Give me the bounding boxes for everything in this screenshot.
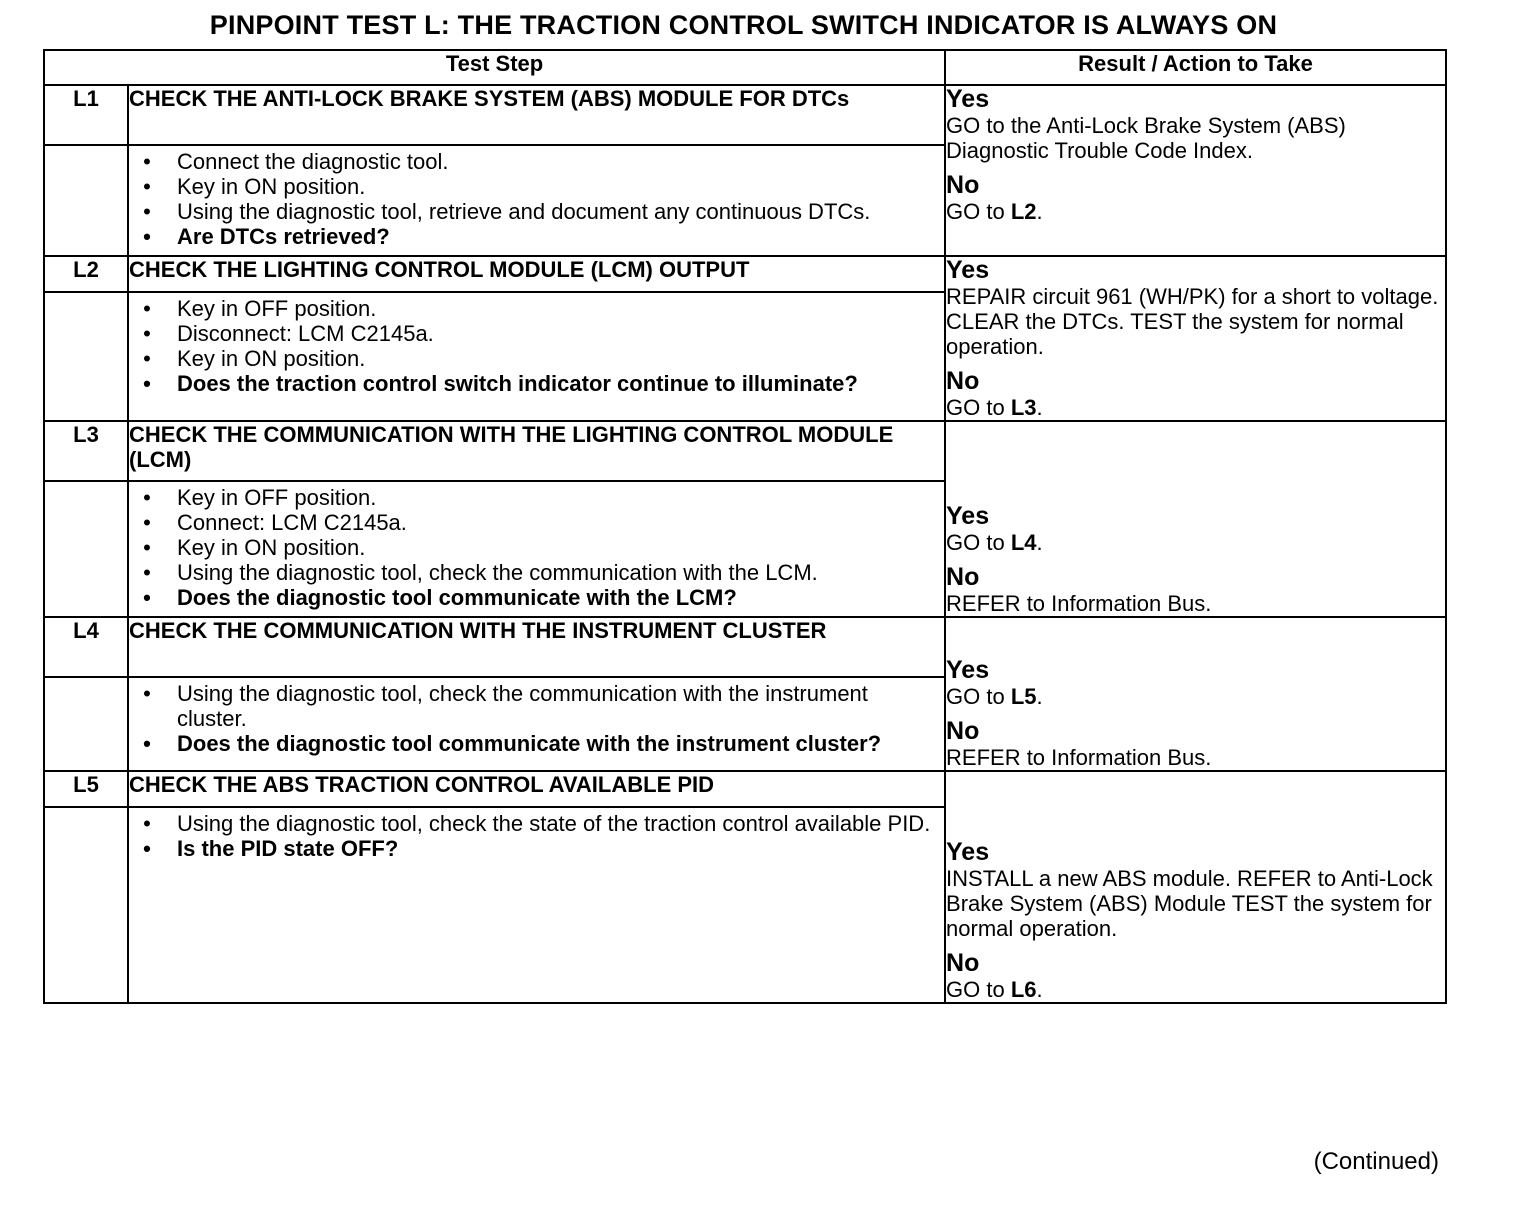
list-item: • Key in OFF position. <box>143 485 377 510</box>
continued-note: (Continued) <box>1313 1148 1439 1175</box>
no-label: No <box>946 563 980 591</box>
step-result <box>945 617 1446 771</box>
yes-action: GO to L5. <box>946 684 1043 709</box>
step-id: L4 <box>44 617 128 677</box>
list-item: • Using the diagnostic tool, check the communication with the LCM. <box>143 560 818 585</box>
no-action: GO to L6. <box>946 977 1043 1002</box>
step-actions <box>128 481 945 617</box>
list-item: • Key in ON position. <box>143 346 366 371</box>
header-result-action: Result / Action to Take <box>945 50 1446 85</box>
step-name: CHECK THE COMMUNICATION WITH THE LIGHTING CONTROL MODULE (LCM) <box>128 421 945 481</box>
step-question: • Does the diagnostic tool communicate with the LCM? <box>143 585 737 610</box>
list-item: • Using the diagnostic tool, check the communication with the instrument cluster. <box>143 681 868 731</box>
page-title: PINPOINT TEST L: THE TRACTION CONTROL SWITCH INDICATOR IS ALWAYS ON <box>209 10 1278 40</box>
yes-label: Yes <box>946 656 990 684</box>
no-action: GO to L2. <box>946 199 1043 224</box>
yes-action: GO to L4. <box>946 530 1043 555</box>
step-l5-title-row <box>44 771 1446 807</box>
step-actions <box>128 292 945 421</box>
step-actions <box>128 677 945 771</box>
step-l1-title-row <box>44 85 1446 145</box>
no-label: No <box>946 367 980 395</box>
list-item: • Connect: LCM C2145a. <box>143 510 407 535</box>
no-label: No <box>946 717 980 745</box>
step-reference: L5 <box>1010 684 1037 709</box>
header-test-step: Test Step <box>44 50 945 85</box>
step-actions <box>128 145 945 256</box>
step-id: L1 <box>44 85 128 145</box>
step-result <box>945 256 1446 421</box>
step-id: L2 <box>44 256 128 292</box>
no-action: REFER to Information Bus. <box>946 745 1212 770</box>
list-item: • Disconnect: LCM C2145a. <box>143 321 434 346</box>
list-item: • Connect the diagnostic tool. <box>143 149 449 174</box>
step-reference: L2 <box>1010 199 1037 224</box>
list-item: • Using the diagnostic tool, retrieve and document any continuous DTCs. <box>143 199 871 224</box>
table-header-row <box>44 50 1446 85</box>
step-name: CHECK THE COMMUNICATION WITH THE INSTRUMENT CLUSTER <box>128 617 945 677</box>
step-l4-title-row <box>44 617 1446 677</box>
step-id: L3 <box>44 421 128 481</box>
step-result <box>945 771 1446 1003</box>
step-result <box>945 421 1446 617</box>
list-item: • Key in ON position. <box>143 535 366 560</box>
step-result <box>945 85 1446 256</box>
step-name: CHECK THE ABS TRACTION CONTROL AVAILABLE PID <box>128 771 945 807</box>
step-l3-title-row <box>44 421 1446 481</box>
step-reference: L4 <box>1010 530 1037 555</box>
list-item: • Key in OFF position. <box>143 296 377 321</box>
yes-label: Yes <box>946 838 990 866</box>
pinpoint-test-table <box>43 49 1447 1004</box>
yes-action: INSTALL a new ABS module. REFER to Anti-Lock Brake System (ABS) Module TEST the system for normal operation. <box>946 866 1433 941</box>
list-item: • Using the diagnostic tool, check the state of the traction control available PID. <box>143 811 931 836</box>
step-name: CHECK THE ANTI-LOCK BRAKE SYSTEM (ABS) MODULE FOR DTCs <box>128 85 945 145</box>
yes-action: GO to the Anti-Lock Brake System (ABS) Diagnostic Trouble Code Index. <box>946 113 1346 163</box>
step-reference: L6 <box>1010 977 1037 1002</box>
step-reference: L3 <box>1010 395 1037 420</box>
step-question: • Are DTCs retrieved? <box>143 224 390 249</box>
step-actions <box>128 807 945 1003</box>
step-name: CHECK THE LIGHTING CONTROL MODULE (LCM) OUTPUT <box>128 256 945 292</box>
step-question: • Does the diagnostic tool communicate with the instrument cluster? <box>143 731 882 756</box>
step-l2-title-row <box>44 256 1446 292</box>
step-question: • Does the traction control switch indicator continue to illuminate? <box>143 371 858 396</box>
list-item: • Key in ON position. <box>143 174 366 199</box>
yes-label: Yes <box>946 502 990 530</box>
no-label: No <box>946 949 980 977</box>
yes-action: REPAIR circuit 961 (WH/PK) for a short to voltage. CLEAR the DTCs. TEST the system for normal operation. <box>946 284 1439 359</box>
step-id: L5 <box>44 771 128 807</box>
no-label: No <box>946 171 980 199</box>
step-question: • Is the PID state OFF? <box>143 836 399 861</box>
yes-label: Yes <box>946 256 990 284</box>
no-action: REFER to Information Bus. <box>946 591 1212 616</box>
yes-label: Yes <box>946 85 990 113</box>
no-action: GO to L3. <box>946 395 1043 420</box>
